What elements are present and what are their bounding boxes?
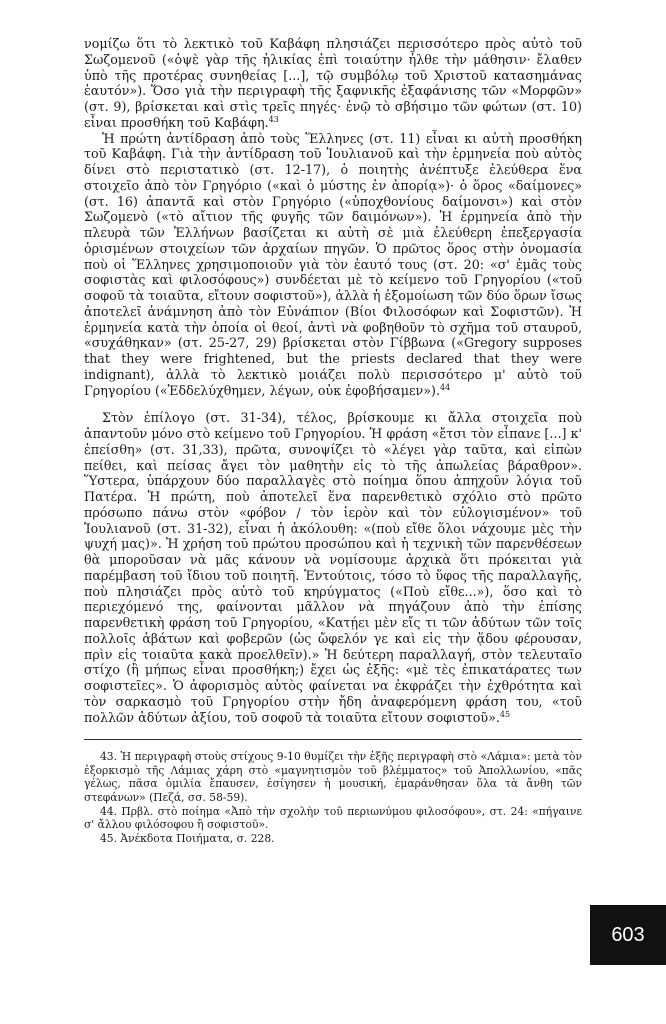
- footnote-45: 45. Ἀνέκδοτα Ποιήματα, σ. 228.: [100, 831, 275, 845]
- footnote-44: 44. Πρβλ. στὸ ποίημα «Ἀπὸ τὴν σχολὴν τοῦ περιωνύμου φιλοσόφου», στ. 24: «πήγαινε σ' ἄλλου φιλόσοφου ἢ σοφιστοῦ».: [84, 804, 582, 832]
- footnote-divider: [84, 739, 582, 740]
- paragraph-2: Ἡ πρώτη ἀντίδραση ἀπὸ τοὺς Ἕλληνες (στ. 11) εἶναι κι αὐτὴ προσθήκη τοῦ Καβάφη. Γιὰ τὴν ἀντίδραση τοῦ Ἰουλιανοῦ καὶ τὴν ἑρμηνεία ποὺ αὐτὸς δίνει στὸ περιστατικὸ (στ. 12-17), ὁ ποιητὴς ἀνέπτυξε ἐλεύθερα ἕνα στοιχεῖο ἀπὸ τὸν Γρηγόριο («καὶ ὁ μύστης ἐν ἀπορίᾳ»)· ὁ ὅρος «δαίμονες» (στ. 16) ἀπαντᾶ καὶ στὸν Γρηγόριο («ὑποχθονίους δαίμονσι») καὶ στὸν Σωζομενὸ («τὸ αἴτιον τῆς φυγῆς τῶν δαιμόνων»). Ἡ ἑρμηνεία ἀπὸ τὴν πλευρὰ τῶν Ἑλλήνων βασίζεται κι αὐτὴ σὲ μιὰ ἐλεύθερη ἐπεξεργασία ὁρισμένων στοιχείων τῶν ἀρχαίων πηγῶν. Ὁ πρῶτος ὅρος στὴν ὀνομασία ποὺ οἱ Ἕλληνες χρησιμοποιοῦν γιὰ τὸν ἑαυτό τους (στ. 20: «σ' ἐμᾶς τοὺς σοφιστὰς καὶ φιλοσόφους») συνδέεται μὲ τὸ κείμενο τοῦ Γρηγορίου («τοῦ σοφοῦ τὰ τοιαῦτα, εἴτουν σοφιστοῦ»), ἀλλὰ ἡ ἐξομοίωση τῶν δύο ὅρων ἴσως ἀποτελεῖ ἀνάμνηση ἀπὸ τὸν Εὐνάπιον (Βίοι Φιλοσόφων καὶ Σοφιστῶν). Ἡ ἑρμηνεία κατὰ τὴν ὁποία οἱ θεοί, ἀντὶ νὰ φοβηθοῦν τὸ σχῆμα τοῦ σταυροῦ, «συχάθηκαν» (στ. 25-27, 29) βρίσκεται στὸν Γίββωνα («Gregory supposes that they were frightened, but the priests declared that they were indignant), ἀλλὰ τὸ λεκτικὸ μοιάζει πολὺ περισσότερο μ' αὐτὸ τοῦ Γρηγορίου («Ἐδδελύχθημεν, λέγων, οὐκ ἐφοβήσαμεν»).$^{44}$: [84, 130, 582, 398]
- footnote-43: 43. Ἡ περιγραφὴ στοὺς στίχους 9-10 θυμίζει τὴν ἑξῆς περιγραφὴ στὸ «Λάμια»: μετὰ τὸν ἐξορκισμὸ τῆς Λάμιας χάρη στὸ «μαγνητισμὸν τοῦ βλέμματος» τοῦ Ἀπολλωνίου, «πᾶς γέλως, πᾶσα ὁμιλία ἔπαυσεν, ἐσίγησεν ἡ μουσική, ἐμαράνθησαν ὅλα τὰ ἄνθη τῶν στεφάνων» (Πεζά, σσ. 58-59).: [84, 750, 582, 805]
- page-body: [84, 36, 582, 845]
- footnote-ref-45[interactable]: 45: [499, 709, 511, 719]
- footnotes: [84, 750, 582, 845]
- footnote-ref-44[interactable]: 44: [439, 382, 451, 392]
- paragraph-1: νομίζω ὅτι τὸ λεκτικὸ τοῦ Καβάφη πλησιάζει περισσότερο πρὸς αὐτὸ τοῦ Σωζομενοῦ («ὀψὲ γὰρ τῆς ἡλικίας ἐπὶ τοιαύτην ἦλθε τὴν μάθησιν· ἔλαθεν ὑπὸ τῆς προτέρας συνηθείας [...], τῷ συμβόλῳ τοῦ Χριστοῦ κατασημάνας ἑαυτόν»). Ὅσο γιὰ τὴν περιγραφὴ τῆς ξαφνικῆς ἐξαφάνισης τῶν «Μορφῶν» (στ. 9), βρίσκεται καὶ στὶς τρεῖς πηγές· ἐνῷ τὸ σβήσιμο τῶν φώτων (στ. 10) εἶναι προσθήκη τοῦ Καβάφη.$^{43}$: [84, 36, 582, 130]
- footnote-ref-43[interactable]: 43: [268, 114, 279, 124]
- paragraph-3: Στὸν ἐπίλογο (στ. 31-34), τέλος, βρίσκουμε κι ἄλλα στοιχεῖα ποὺ ἀπαντοῦν μόνο στὸ κείμενο τοῦ Γρηγορίου. Ἡ φράση «ἔτσι τὸν εἶπανε [...] κ' ἐπείσθη» (στ. 31,33), πρῶτα, συνοψίζει τὸ «λέγει γὰρ ταῦτα, καὶ εἰπὼν πείθει, καὶ πείσας ἄγει τὸν μαθητὴν εἰς τὸ τῆς ἀπωλείας βάραθρον». Ὕστερα, ὑπάρχουν δύο παραλλαγὲς στὸ ποίημα ὅπου ἀπηχοῦν λόγια τοῦ Πατέρα. Ἡ πρώτη, ποὺ ἀποτελεῖ ἕνα παρενθετικὸ σχόλιο στὸ πρῶτο πρόσωπο πάνω στὸν «φόβον / τὸν ἱερὸν καὶ τὸν εὐλογισμένον» τοῦ Ἰουλιανοῦ (στ. 31-32), εἶναι ἡ ἀκόλουθη: «(ποὺ εἴθε ὅλοι νάχουμε μὲς τὴν ψυχή μας)». Ἡ χρήση τοῦ πρώτου προσώπου καὶ ἡ τεχνικὴ τῶν παρενθέσεων θὰ μποροῦσαν νὰ μᾶς κάνουν νὰ νομίσουμε ἀρχικὰ ὅτι πρόκειται γιὰ παρέμβαση τοῦ ἴδιου τοῦ ποιητῆ. Ἐντούτοις, τόσο τὸ ὕφος τῆς παραλλαγῆς, ποὺ πλησιάζει πρὸς αὐτὸ τοῦ κηρύγματος («Ποὺ εἴθε...»), ὅσο καὶ τὸ περιεχόμενό της, φαίνονται μᾶλλον νὰ πηγάζουν ἀπὸ τὴν ἐπίσης παρενθετικὴ φράση τοῦ Γρηγορίου, «Κατῄει μὲν εἴς τι τῶν ἀδύτων τῶν τοῖς πολλοῖς ἀβάτων καὶ φοβερῶν (ὡς ὤφελόν γε καὶ εἰς τὴν ᾅδου φέρουσαν, πρὶν εἰς τοιαῦτα κακὰ προελθεῖν).» Ἡ δεύτερη παραλλαγή, στὸν τελευταῖο στίχο (ἢ μήπως εἶναι προσθήκη;) ἔχει ὡς ἐξῆς: «μὲ τὲς ἐπικατάρατες των σοφιστεῖες». Ὁ ἀφορισμὸς αὐτὸς φαίνεται να ἐκφράζει τὴν ἐχθρότητα καὶ τὸν σαρκασμὸ τοῦ Γρηγορίου στὴν ἤδη ἀναφερόμενη φράση του, «τοῦ πολλῶν ἀδύτων ἀξίου, τοῦ σοφοῦ τὰ τοιαῦτα εἴτουν σοφιστοῦ».$^{45}$: [84, 410, 582, 725]
- page-number-tab: 603: [590, 905, 666, 965]
